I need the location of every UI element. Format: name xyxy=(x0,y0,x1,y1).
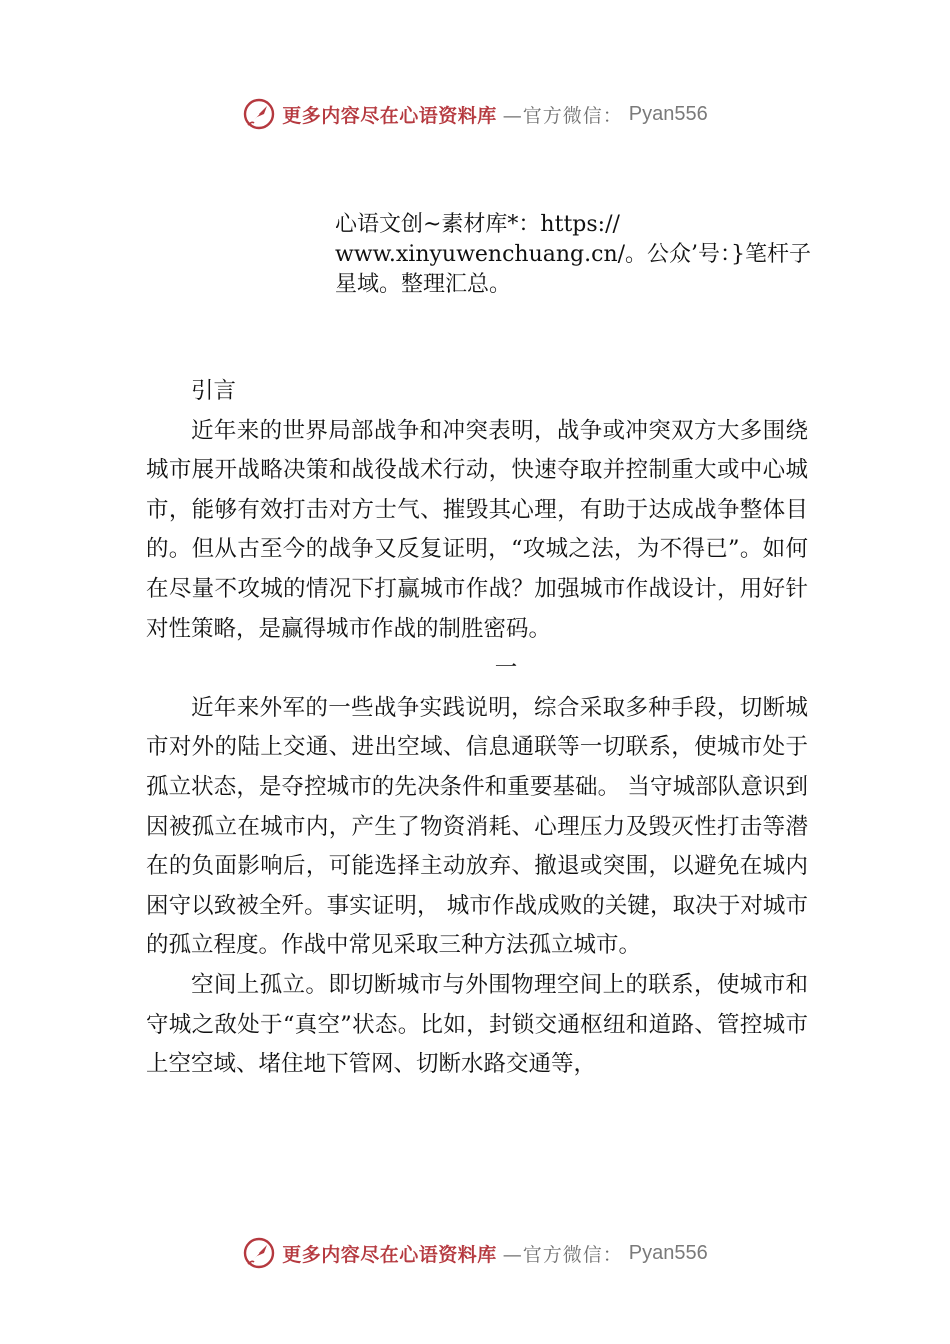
banner-wechat-id: Pyan556 xyxy=(628,1241,708,1264)
banner-library-text: 更多内容尽在心语资料库 xyxy=(282,1243,497,1266)
article-heading: 引言 xyxy=(191,378,237,404)
article-body xyxy=(146,372,808,1085)
source-note: 心语文创~素材库*：https:// www.xinyuwenchuang.cn/。公众’号：}笔杆子星域。整理汇总。 xyxy=(335,212,812,297)
intro-paragraph: 近年来的世界局部战争和冲突表明，战争或冲突双方大多围绕城市展开战略决策和战役战术行动，快速夺取并控制重大或中心城市，能够有效打击对方士气、摧毁其心理，有助于达成战争整体目的。但从古至今的战争又反复证明，“攻城之法，为不得已”。如何在尽量不攻城的情况下打赢城市作战？加强城市作战设计，用好针对性策略，是赢得城市作战的制胜密码。 xyxy=(146,417,808,642)
banner-library-text: 更多内容尽在心语资料库 xyxy=(282,104,497,127)
body-paragraph-1: 近年来外军的一些战争实践说明，综合采取多种手段，切断城市对外的陆上交通、进出空域、信息通联等一切联系，使城市处于孤立状态，是夺控城市的先决条件和重要基础。 当守城部队意识到因被孤立在城市内，产生了物资消耗、心理压力及毁灭性打击等潜在的负面影响后，可能选择主动放弃、撤退或突围，以避免在城内困守以致被全歼。事实证明， 城市作战成败的关键，取决于对城市的孤立程度。作战中常见采取三种方法孤立城市。 xyxy=(146,694,808,959)
header-banner xyxy=(0,94,950,134)
body-paragraph-2: 空间上孤立。即切断城市与外围物理空间上的联系，使城市和守城之敌处于“真空”状态。比如，封锁交通枢纽和道路、管控城市上空空域、堵住地下管网、切断水路交通等， xyxy=(146,971,808,1078)
banner-wechat-id: Pyan556 xyxy=(628,102,708,125)
quill-logo-icon xyxy=(242,1236,276,1270)
banner-wechat-label: —官方微信： xyxy=(502,104,623,127)
section-number: 一 xyxy=(494,655,518,682)
banner-wechat-label: —官方微信： xyxy=(502,1243,623,1266)
footer-banner xyxy=(0,1233,950,1273)
quill-logo-icon xyxy=(242,97,276,131)
